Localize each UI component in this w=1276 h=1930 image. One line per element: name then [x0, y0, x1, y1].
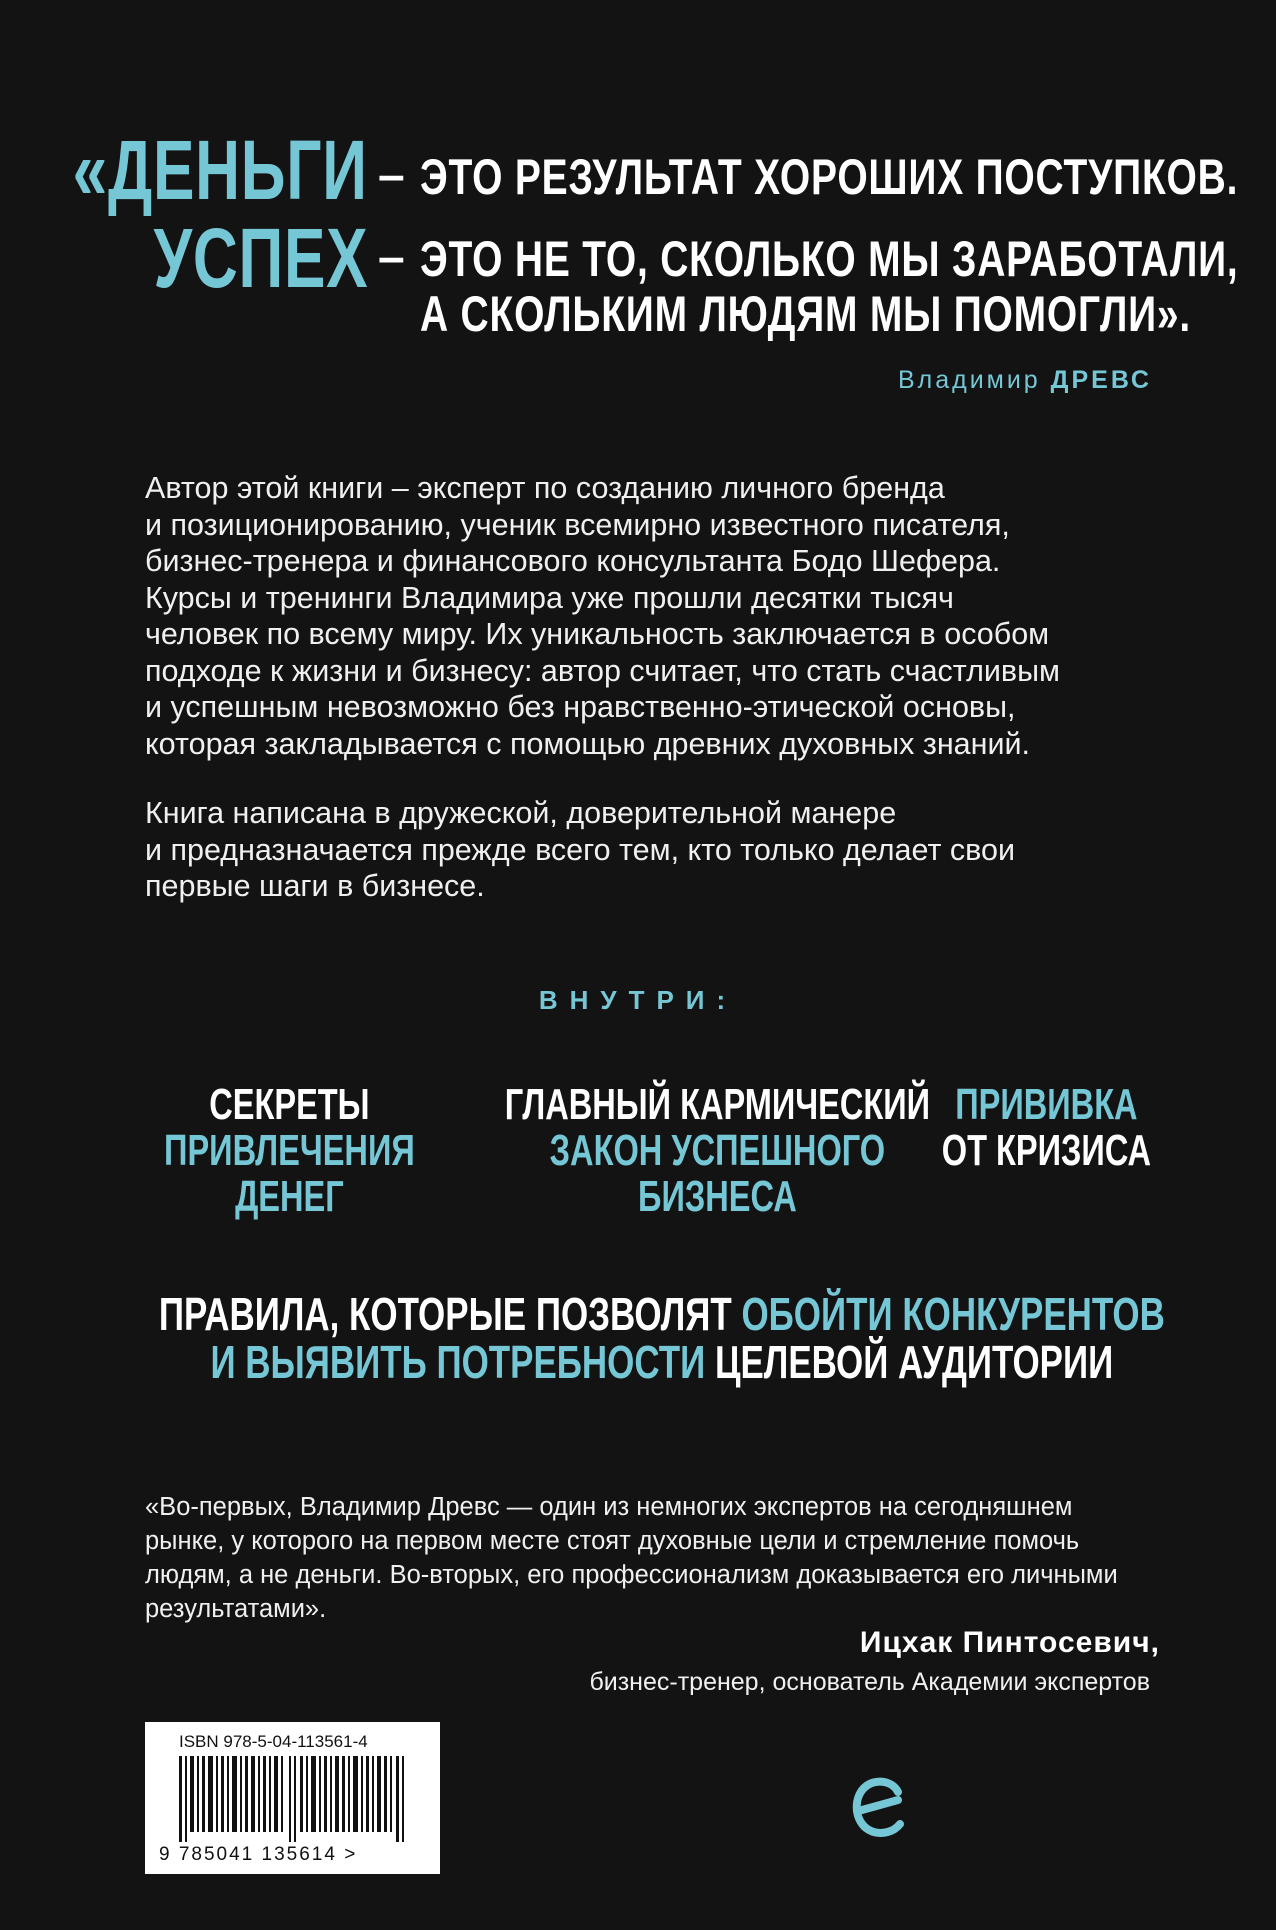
- description-line: которая закладывается с помощью древних духовных знаний.: [145, 726, 1031, 761]
- isbn-label: ISBN 978-5-04-113561-4: [179, 1732, 368, 1751]
- quote-dash-2: –: [378, 231, 405, 284]
- quote-dash: –: [378, 149, 405, 202]
- quote-line-3: А СКОЛЬКИМ ЛЮДЯМ МЫ ПОМОГЛИ».: [420, 286, 1192, 342]
- feature-accent-text: ПРИВИВКА: [955, 1080, 1138, 1129]
- feature-karmic-law: [430, 1080, 931, 1221]
- testimonial-line: рынке, у которого на первом месте стоят духовные цели и стремление помочь: [145, 1527, 1080, 1555]
- description-line: и предназначается прежде всего тем, кто только делает свои: [145, 832, 1016, 867]
- description-line: Курсы и тренинги Владимира уже прошли десятки тысяч: [145, 580, 954, 615]
- barcode-icon: [179, 1756, 419, 1842]
- feature-white-text: ОТ КРИЗИСА: [941, 1126, 1152, 1175]
- description-line: и успешным невозможно без нравственно-этической основы,: [145, 690, 1016, 724]
- description-line: подходе к жизни и бизнесу: автор считает, что стать счастливым: [145, 653, 1061, 688]
- testimonial-line: людям, а не деньги. Во-вторых, его профессионализм доказывается его личными: [145, 1561, 1118, 1589]
- quote-keyword-success: УСПЕХ: [153, 211, 368, 305]
- quote-keyword-money: «ДЕНЬГИ: [73, 123, 368, 217]
- feature-white-text: СЕКРЕТЫ: [209, 1080, 370, 1129]
- testimonial-line: результатами».: [145, 1595, 327, 1623]
- author-first-name: Владимир: [897, 366, 1041, 394]
- quote-author: [898, 366, 1152, 395]
- description-line: Книга написана в дружеской, доверительной манере: [145, 796, 897, 830]
- isbn-digits: 9 785041 135614 >: [159, 1844, 358, 1865]
- testimonial-author-role: бизнес-тренер, основатель Академии экспертов: [589, 1668, 1150, 1696]
- description-line: бизнес-тренера и финансового консультанта Бодо Шефера.: [145, 544, 1001, 578]
- testimonial-line: «Во-первых, Владимир Древс — один из немногих экспертов на сегодняшнем: [145, 1493, 1073, 1521]
- publisher-logo-icon: [848, 1770, 912, 1844]
- isbn-barcode-box: [145, 1722, 440, 1874]
- description-line: первые шаги в бизнесе.: [145, 869, 485, 903]
- description-paragraph-1: [145, 470, 1155, 762]
- author-last-name: ДРЕВС: [1050, 366, 1152, 394]
- feature-secrets: [120, 1080, 415, 1221]
- rules-white-text: ПРАВИЛА, КОТОРЫЕ ПОЗВОЛЯТ: [158, 1288, 742, 1340]
- rules-accent-text: ОБОЙТИ КОНКУРЕНТОВ: [741, 1288, 1165, 1340]
- description-line: Автор этой книги – эксперт по созданию личного бренда: [145, 471, 945, 505]
- description-paragraph-2: [145, 795, 1155, 905]
- feature-accent-text: ДЕНЕГ: [235, 1172, 344, 1221]
- description-line: человек по всему миру. Их уникальность заключается в особом: [145, 617, 1050, 651]
- testimonial-quote: [145, 1490, 1145, 1626]
- inside-heading: ВНУТРИ:: [538, 985, 738, 1015]
- description-line: и позиционированию, ученик всемирно известного писателя,: [145, 507, 1010, 542]
- feature-white-text: ГЛАВНЫЙ КАРМИЧЕСКИЙ: [504, 1080, 931, 1129]
- quote-line-1: ЭТО РЕЗУЛЬТАТ ХОРОШИХ ПОСТУПКОВ.: [420, 149, 1239, 205]
- feature-accent-text: ЗАКОН УСПЕШНОГО: [549, 1126, 886, 1175]
- rules-accent-text: И ВЫЯВИТЬ ПОТРЕБНОСТИ: [210, 1336, 706, 1388]
- rules-headline: [0, 1290, 1276, 1386]
- feature-crisis-vaccine: [905, 1082, 1185, 1174]
- feature-accent-text: БИЗНЕСА: [638, 1172, 797, 1221]
- feature-accent-text: ПРИВЛЕЧЕНИЯ: [164, 1126, 415, 1175]
- rules-white-text: ЦЕЛЕВОЙ АУДИТОРИИ: [705, 1336, 1114, 1388]
- testimonial-author-name: Ицхак Пинтосевич,: [859, 1626, 1160, 1659]
- quote-line-2: ЭТО НЕ ТО, СКОЛЬКО МЫ ЗАРАБОТАЛИ,: [420, 231, 1239, 287]
